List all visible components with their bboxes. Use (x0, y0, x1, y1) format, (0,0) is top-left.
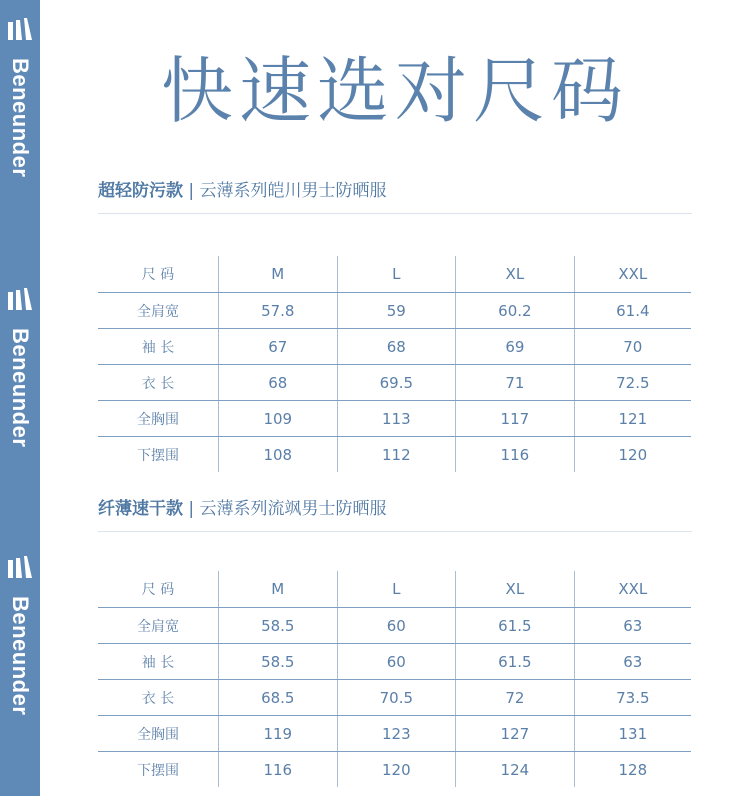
header-cell: XXL (574, 571, 691, 608)
table-cell: 68 (219, 365, 338, 401)
table-cell: 123 (337, 716, 456, 752)
table-row (98, 644, 691, 680)
row-label: 全胸围 (98, 716, 219, 752)
table-cell: 116 (456, 437, 575, 473)
header-cell: XXL (574, 256, 691, 293)
section-title (98, 176, 692, 214)
size-table (98, 571, 691, 787)
row-label: 全胸围 (98, 401, 219, 437)
header-cell: XL (456, 571, 575, 608)
table-cell: 70 (574, 329, 691, 365)
table-cell: 119 (219, 716, 338, 752)
table-row (98, 752, 691, 788)
header-cell: XL (456, 256, 575, 293)
section-title-rest: | 云薄系列流飒男士防晒服 (183, 499, 387, 519)
table-cell: 108 (219, 437, 338, 473)
size-table (98, 256, 691, 472)
table-cell: 68.5 (219, 680, 338, 716)
table-cell: 113 (337, 401, 456, 437)
brand-strip (0, 0, 40, 796)
table-row (98, 716, 691, 752)
brand-block (0, 556, 40, 766)
brand-name: Beneunder (8, 328, 33, 448)
table-row (98, 401, 691, 437)
table-cell: 61.5 (456, 608, 575, 644)
header-cell: 尺 码 (98, 571, 219, 608)
table-cell: 120 (337, 752, 456, 788)
table-cell: 57.8 (219, 293, 338, 329)
row-label: 衣 长 (98, 680, 219, 716)
table-cell: 61.5 (456, 644, 575, 680)
table-cell: 60 (337, 608, 456, 644)
table-cell: 124 (456, 752, 575, 788)
row-label: 袖 长 (98, 644, 219, 680)
brand-stripes-icon (8, 18, 32, 40)
table-cell: 73.5 (574, 680, 691, 716)
table-row (98, 365, 691, 401)
brand-name: Beneunder (8, 596, 33, 716)
table-cell: 72.5 (574, 365, 691, 401)
table-cell: 69 (456, 329, 575, 365)
table-cell: 60 (337, 644, 456, 680)
section-title (98, 494, 692, 532)
table-cell: 59 (337, 293, 456, 329)
table-cell: 117 (456, 401, 575, 437)
table-row (98, 293, 691, 329)
table-cell: 131 (574, 716, 691, 752)
table-cell: 61.4 (574, 293, 691, 329)
header-cell: L (337, 256, 456, 293)
table-cell: 109 (219, 401, 338, 437)
table-cell: 128 (618, 760, 648, 779)
table-cell: 67 (219, 329, 338, 365)
table-cell: 112 (337, 437, 456, 473)
row-label: 全肩宽 (98, 293, 219, 329)
table-cell: 58.5 (219, 608, 338, 644)
row-label: 衣 长 (98, 365, 219, 401)
table-cell: 63 (574, 644, 691, 680)
table-cell: 68 (337, 329, 456, 365)
page-title: 快速选对尺码 (160, 49, 629, 133)
section-title-bold: 纤薄速干款 (98, 499, 183, 519)
table-cell: 60.2 (456, 293, 575, 329)
table-cell: 71 (456, 365, 575, 401)
table-cell: 116 (219, 752, 338, 788)
table-header-row (98, 256, 691, 293)
section-title-bold: 超轻防污款 (98, 181, 183, 201)
row-label: 全肩宽 (98, 608, 219, 644)
header-cell: 尺 码 (98, 256, 219, 293)
header-cell: M (219, 256, 338, 293)
table-row (98, 680, 691, 716)
table-cell: 69.5 (337, 365, 456, 401)
table-row (98, 437, 691, 473)
header-cell: L (337, 571, 456, 608)
table-cell: 121 (574, 401, 691, 437)
table-row (98, 608, 691, 644)
row-label: 下摆围 (98, 437, 219, 473)
header-cell: M (219, 571, 338, 608)
section-title-rest: | 云薄系列皑川男士防晒服 (183, 181, 387, 201)
brand-name: Beneunder (8, 58, 33, 178)
row-label: 袖 长 (98, 329, 219, 365)
brand-block (0, 288, 40, 498)
table-cell: 72 (456, 680, 575, 716)
table-header-row (98, 571, 691, 608)
table-cell: 63 (574, 608, 691, 644)
table-cell: 127 (456, 716, 575, 752)
table-cell: 120 (618, 445, 648, 464)
brand-block (0, 18, 40, 228)
row-label: 下摆围 (98, 752, 219, 788)
table-row (98, 329, 691, 365)
table-cell: 58.5 (219, 644, 338, 680)
brand-stripes-icon (8, 556, 32, 578)
table-cell: 70.5 (337, 680, 456, 716)
brand-stripes-icon (8, 288, 32, 310)
